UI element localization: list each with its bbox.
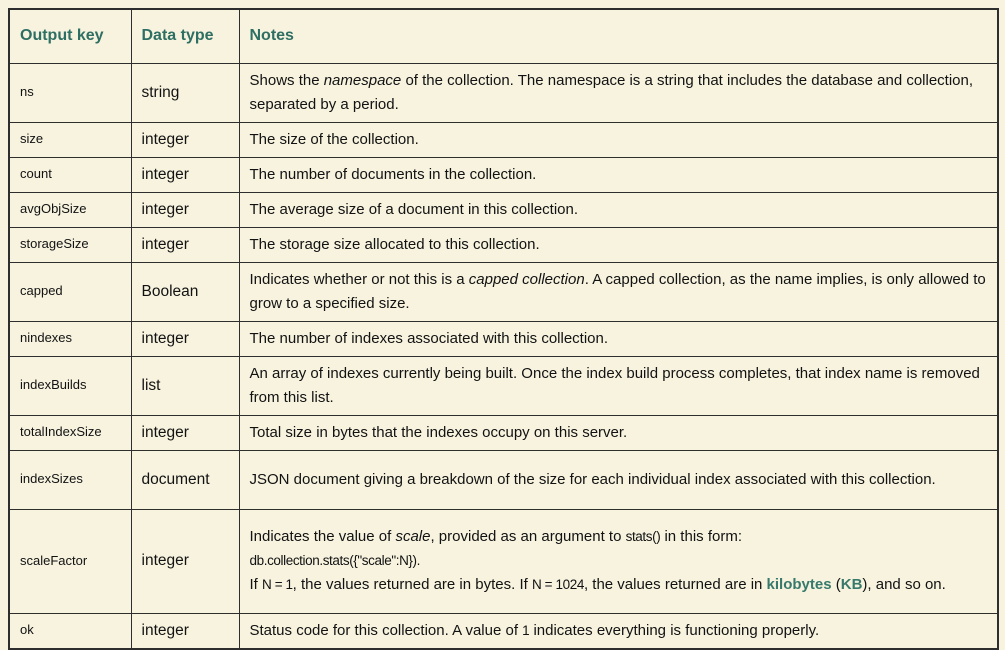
inline-code: N = 1 xyxy=(262,577,293,592)
inline-code: stats() xyxy=(625,529,661,544)
column-header-data-type: Data type xyxy=(131,9,239,63)
notes-cell xyxy=(239,122,998,157)
table-row xyxy=(9,321,998,356)
output-key-cell: nindexes xyxy=(9,321,131,356)
table-row xyxy=(9,356,998,415)
notes-text: If xyxy=(249,576,263,593)
data-type-cell: document xyxy=(131,450,239,509)
notes-text: , provided as an argument to xyxy=(430,528,626,545)
output-key-cell: ns xyxy=(9,63,131,122)
notes-text: The number of documents in the collection. xyxy=(249,165,537,183)
notes-text: in this form: xyxy=(660,528,742,545)
notes-cell xyxy=(239,192,998,227)
notes-cell xyxy=(239,415,998,450)
table-row xyxy=(9,157,998,192)
table-header xyxy=(9,9,998,63)
inline-link[interactable]: KB xyxy=(840,576,863,593)
output-key-cell: indexSizes xyxy=(9,450,131,509)
notes-cell xyxy=(239,509,998,613)
data-type-cell: Boolean xyxy=(131,262,239,321)
notes-cell xyxy=(239,321,998,356)
data-type-cell: integer xyxy=(131,415,239,450)
table-row xyxy=(9,415,998,450)
output-key-cell: storageSize xyxy=(9,227,131,262)
data-type-cell: integer xyxy=(131,509,239,613)
emphasized-term: scale xyxy=(395,528,431,545)
notes-cell xyxy=(239,613,998,649)
notes-text: , the values returned are in xyxy=(583,576,767,593)
notes-text: , the values returned are in bytes. If xyxy=(292,576,532,593)
notes-cell xyxy=(239,227,998,262)
output-key-cell: ok xyxy=(9,613,131,649)
output-key-cell: size xyxy=(9,122,131,157)
output-key-cell: count xyxy=(9,157,131,192)
data-type-cell: integer xyxy=(131,613,239,649)
notes-text: The number of indexes associated with this collection. xyxy=(249,329,609,347)
notes-text: The size of the collection. xyxy=(249,130,419,148)
notes-text: Status code for this collection. A value of xyxy=(249,621,523,639)
data-type-cell: integer xyxy=(131,192,239,227)
output-keys-table xyxy=(8,8,999,650)
table-row xyxy=(9,227,998,262)
table-body xyxy=(9,63,998,649)
output-key-cell: scaleFactor xyxy=(9,509,131,613)
emphasized-term: namespace xyxy=(323,71,402,89)
table-row xyxy=(9,63,998,122)
notes-text: The average size of a document in this collection. xyxy=(249,200,579,218)
header-row xyxy=(9,9,998,63)
notes-text: Total size in bytes that the indexes occupy on this server. xyxy=(249,423,628,441)
inline-code: N = 1024 xyxy=(531,577,584,592)
inline-link[interactable]: kilobytes xyxy=(766,576,832,593)
notes-text: JSON document giving a breakdown of the size for each individual index associated with this collection. xyxy=(249,470,936,488)
table-row xyxy=(9,122,998,157)
data-type-cell: string xyxy=(131,63,239,122)
inline-code: 1 xyxy=(522,622,530,638)
inline-code: db.collection.stats({"scale":N}). xyxy=(249,553,420,568)
notes-text: ( xyxy=(831,576,841,593)
notes-text: An array of indexes currently being built. Once the index build process completes, that index name is removed from this list. xyxy=(249,364,980,406)
data-type-cell: integer xyxy=(131,321,239,356)
table-row xyxy=(9,613,998,649)
notes-cell xyxy=(239,356,998,415)
notes-cell xyxy=(239,157,998,192)
data-type-cell: list xyxy=(131,356,239,415)
emphasized-term: capped collection xyxy=(468,270,585,288)
notes-text: Shows the xyxy=(249,71,324,89)
output-key-cell: indexBuilds xyxy=(9,356,131,415)
table-row xyxy=(9,192,998,227)
column-header-output-key: Output key xyxy=(9,9,131,63)
table-row xyxy=(9,450,998,509)
notes-text: of the collection. The namespace is a string that includes the database and collection, separated by a period. xyxy=(249,71,974,113)
notes-text: Indicates the value of xyxy=(249,528,396,545)
notes-text: ), and so on. xyxy=(862,576,946,593)
output-key-cell: avgObjSize xyxy=(9,192,131,227)
column-header-notes: Notes xyxy=(239,9,998,63)
notes-text: . A capped collection, as the name implies, is only allowed to grow to a specified size. xyxy=(249,270,986,312)
notes-cell xyxy=(239,262,998,321)
output-key-cell: capped xyxy=(9,262,131,321)
data-type-cell: integer xyxy=(131,122,239,157)
notes-cell xyxy=(239,63,998,122)
output-key-cell: totalIndexSize xyxy=(9,415,131,450)
table-row xyxy=(9,509,998,613)
notes-text: The storage size allocated to this collection. xyxy=(249,235,540,253)
table-row xyxy=(9,262,998,321)
notes-text: Indicates whether or not this is a xyxy=(249,270,469,288)
notes-cell xyxy=(239,450,998,509)
notes-text: indicates everything is functioning properly. xyxy=(529,621,820,639)
data-type-cell: integer xyxy=(131,157,239,192)
data-type-cell: integer xyxy=(131,227,239,262)
